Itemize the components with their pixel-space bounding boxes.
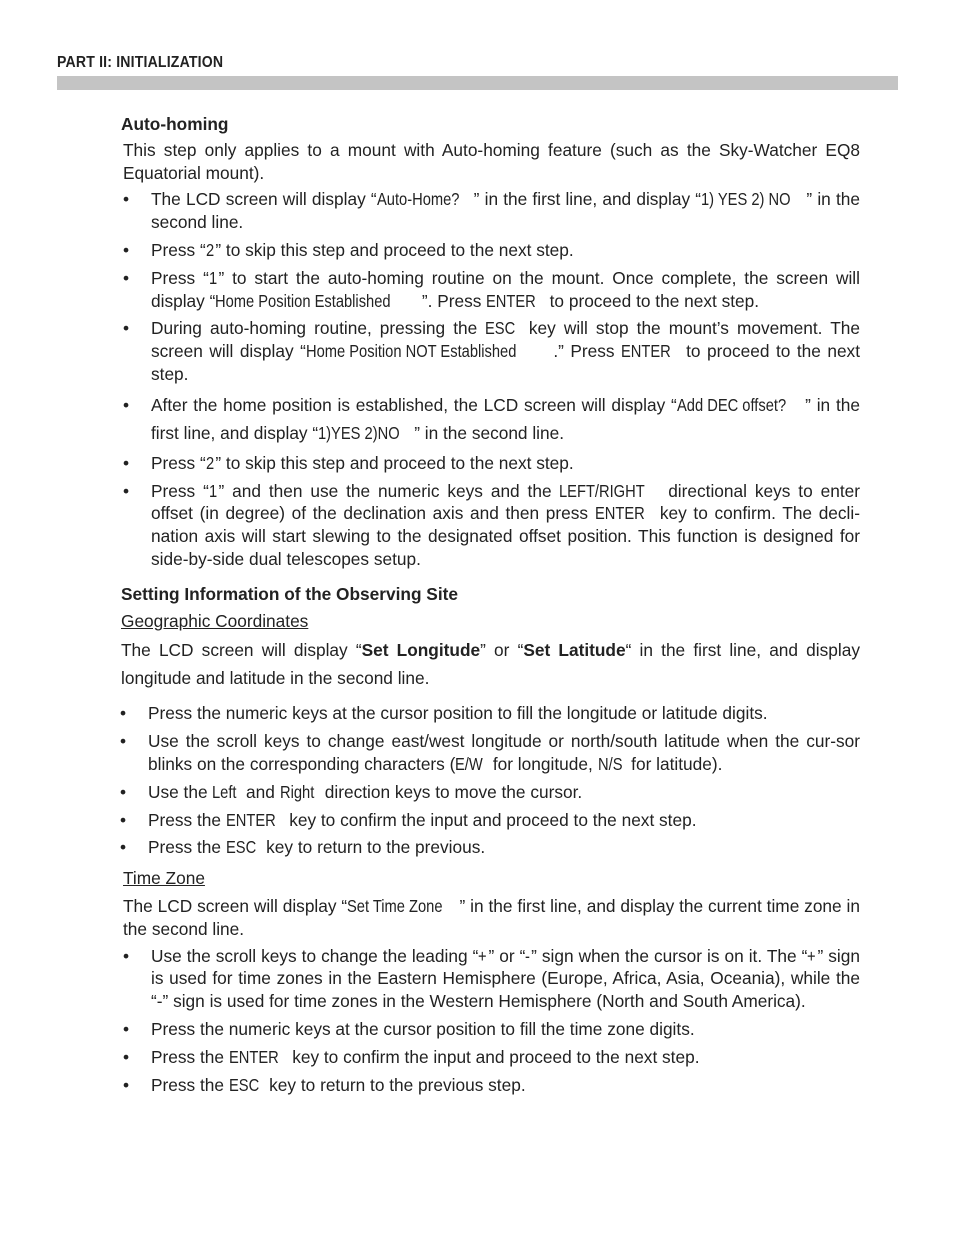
key-text: ENTER [594,503,645,524]
list-item: • Use the Left and Right direction keys to move the cursor. [118,781,860,804]
key-text: ESC [485,318,516,339]
key-text: ENTER [486,290,537,311]
autohoming-intro: This step only applies to a mount with Auto-homing feature (such as the Sky-Watcher EQ8 Equatorial mount). [123,139,860,183]
page-content [121,113,860,1096]
key-text: + [807,945,816,966]
list-item: • Use the scroll keys to change the leading “+” or “-” sign when the cursor is on it. The “+” sign is used for time zones in the Eastern Hemisphere (Europe, Africa, Asia, Oceania), while the “-” sign is used for time zones in the Western Hemisphere (North and South America). [121,945,860,1013]
key-text: N/S [597,753,623,774]
lcd-text: Set Latitude [523,640,626,661]
key-text: + [478,945,487,966]
list-item: • Press the ENTER key to confirm the input and proceed to the next step. [121,1046,860,1069]
key-text: 2 [205,239,214,260]
key-text: Left [212,781,237,802]
list-item: • After the home position is established, the LCD screen will display “Add DEC offset? ” in the first line, and display “1)YES 2)NO ” in the second line. [121,391,860,447]
geo-subheading: Geographic Coordinates [121,610,309,631]
lcd-text: Auto-Home? [376,189,460,210]
key-text: ENTER [228,1046,279,1067]
list-item: • Press the ENTER key to confirm the input and proceed to the next step. [118,809,860,832]
lcd-text: Add DEC offset? [676,394,786,415]
key-text: ESC [228,1074,260,1095]
key-text: 2 [205,452,214,473]
list-item: • Press the ESC key to return to the previous. [118,836,860,859]
list-item: • Press the ESC key to return to the previous step. [121,1074,860,1097]
section-header: PART II: INITIALIZATION [57,54,224,71]
list-item: • Press the numeric keys at the cursor position to fill the longitude or latitude digits. [118,702,860,725]
list-item: • Press “2” to skip this step and proceed to the next step. [121,239,860,262]
geo-intro: The LCD screen will display “Set Longitude” or “Set Latitude“ in the first line, and display longitude and latitude in the second line. [121,640,860,689]
list-item: • Press the numeric keys at the cursor position to fill the time zone digits. [121,1018,860,1041]
lcd-text: Home Position NOT Established [305,341,517,362]
autohoming-heading: Auto-homing [121,114,229,134]
list-item: • Press “1” and then use the numeric keys and the LEFT/RIGHT directional keys to enter offset (in degree) of the declination axis and then press ENTER key to confirm. The decli-nation axis will start slewing to the designated offset position. This function is designed for side-by-side dual telescopes setup. [121,480,860,571]
list-item: • The LCD screen will display “Auto-Home? ” in the first line, and display “1) YES 2) NO ” in the second line. [121,188,860,234]
key-text: - [525,945,531,966]
key-text: Right [279,781,314,802]
key-text: ESC [225,837,257,858]
key-text: 1 [208,267,218,288]
list-item: • During auto-homing routine, pressing the ESC key will stop the mount’s movement. The screen will display “Home Position NOT Established .” Press ENTER to proceed to the next step. [121,317,860,385]
lcd-text: 1) YES 2) NO [701,189,791,210]
header-rule [57,76,898,90]
key-text: 1 [208,480,218,501]
timezone-intro: The LCD screen will display “Set Time Zone ” in the first line, and display the current time zone in the second line. [123,895,860,939]
lcd-text: Set Longitude [361,640,481,661]
autohoming-list [121,188,860,570]
key-text: E/W [455,753,484,774]
timezone-subheading: Time Zone [123,868,205,889]
lcd-text: 1)YES 2)NO [318,422,400,443]
key-text: LEFT/RIGHT [559,480,646,501]
geo-list [118,702,860,859]
lcd-text: Set Time Zone [347,895,443,916]
site-heading: Setting Information of the Observing Site [121,583,459,604]
list-item: • Use the scroll keys to change east/west longitude or north/south latitude when the cur-sor blinks on the corresponding characters (E/W for longitude, N/S for latitude). [118,730,860,776]
key-text: ENTER [225,809,276,830]
timezone-list [121,945,860,1097]
list-item: • Press “2” to skip this step and proceed to the next step. [121,452,860,475]
key-text: ENTER [621,341,671,362]
lcd-text: Home Position Established [215,290,391,311]
list-item: • Press “1” to start the auto-homing routine on the mount. Once complete, the screen will display “Home Position Established ”. Press ENTER to proceed to the next step. [121,267,860,313]
